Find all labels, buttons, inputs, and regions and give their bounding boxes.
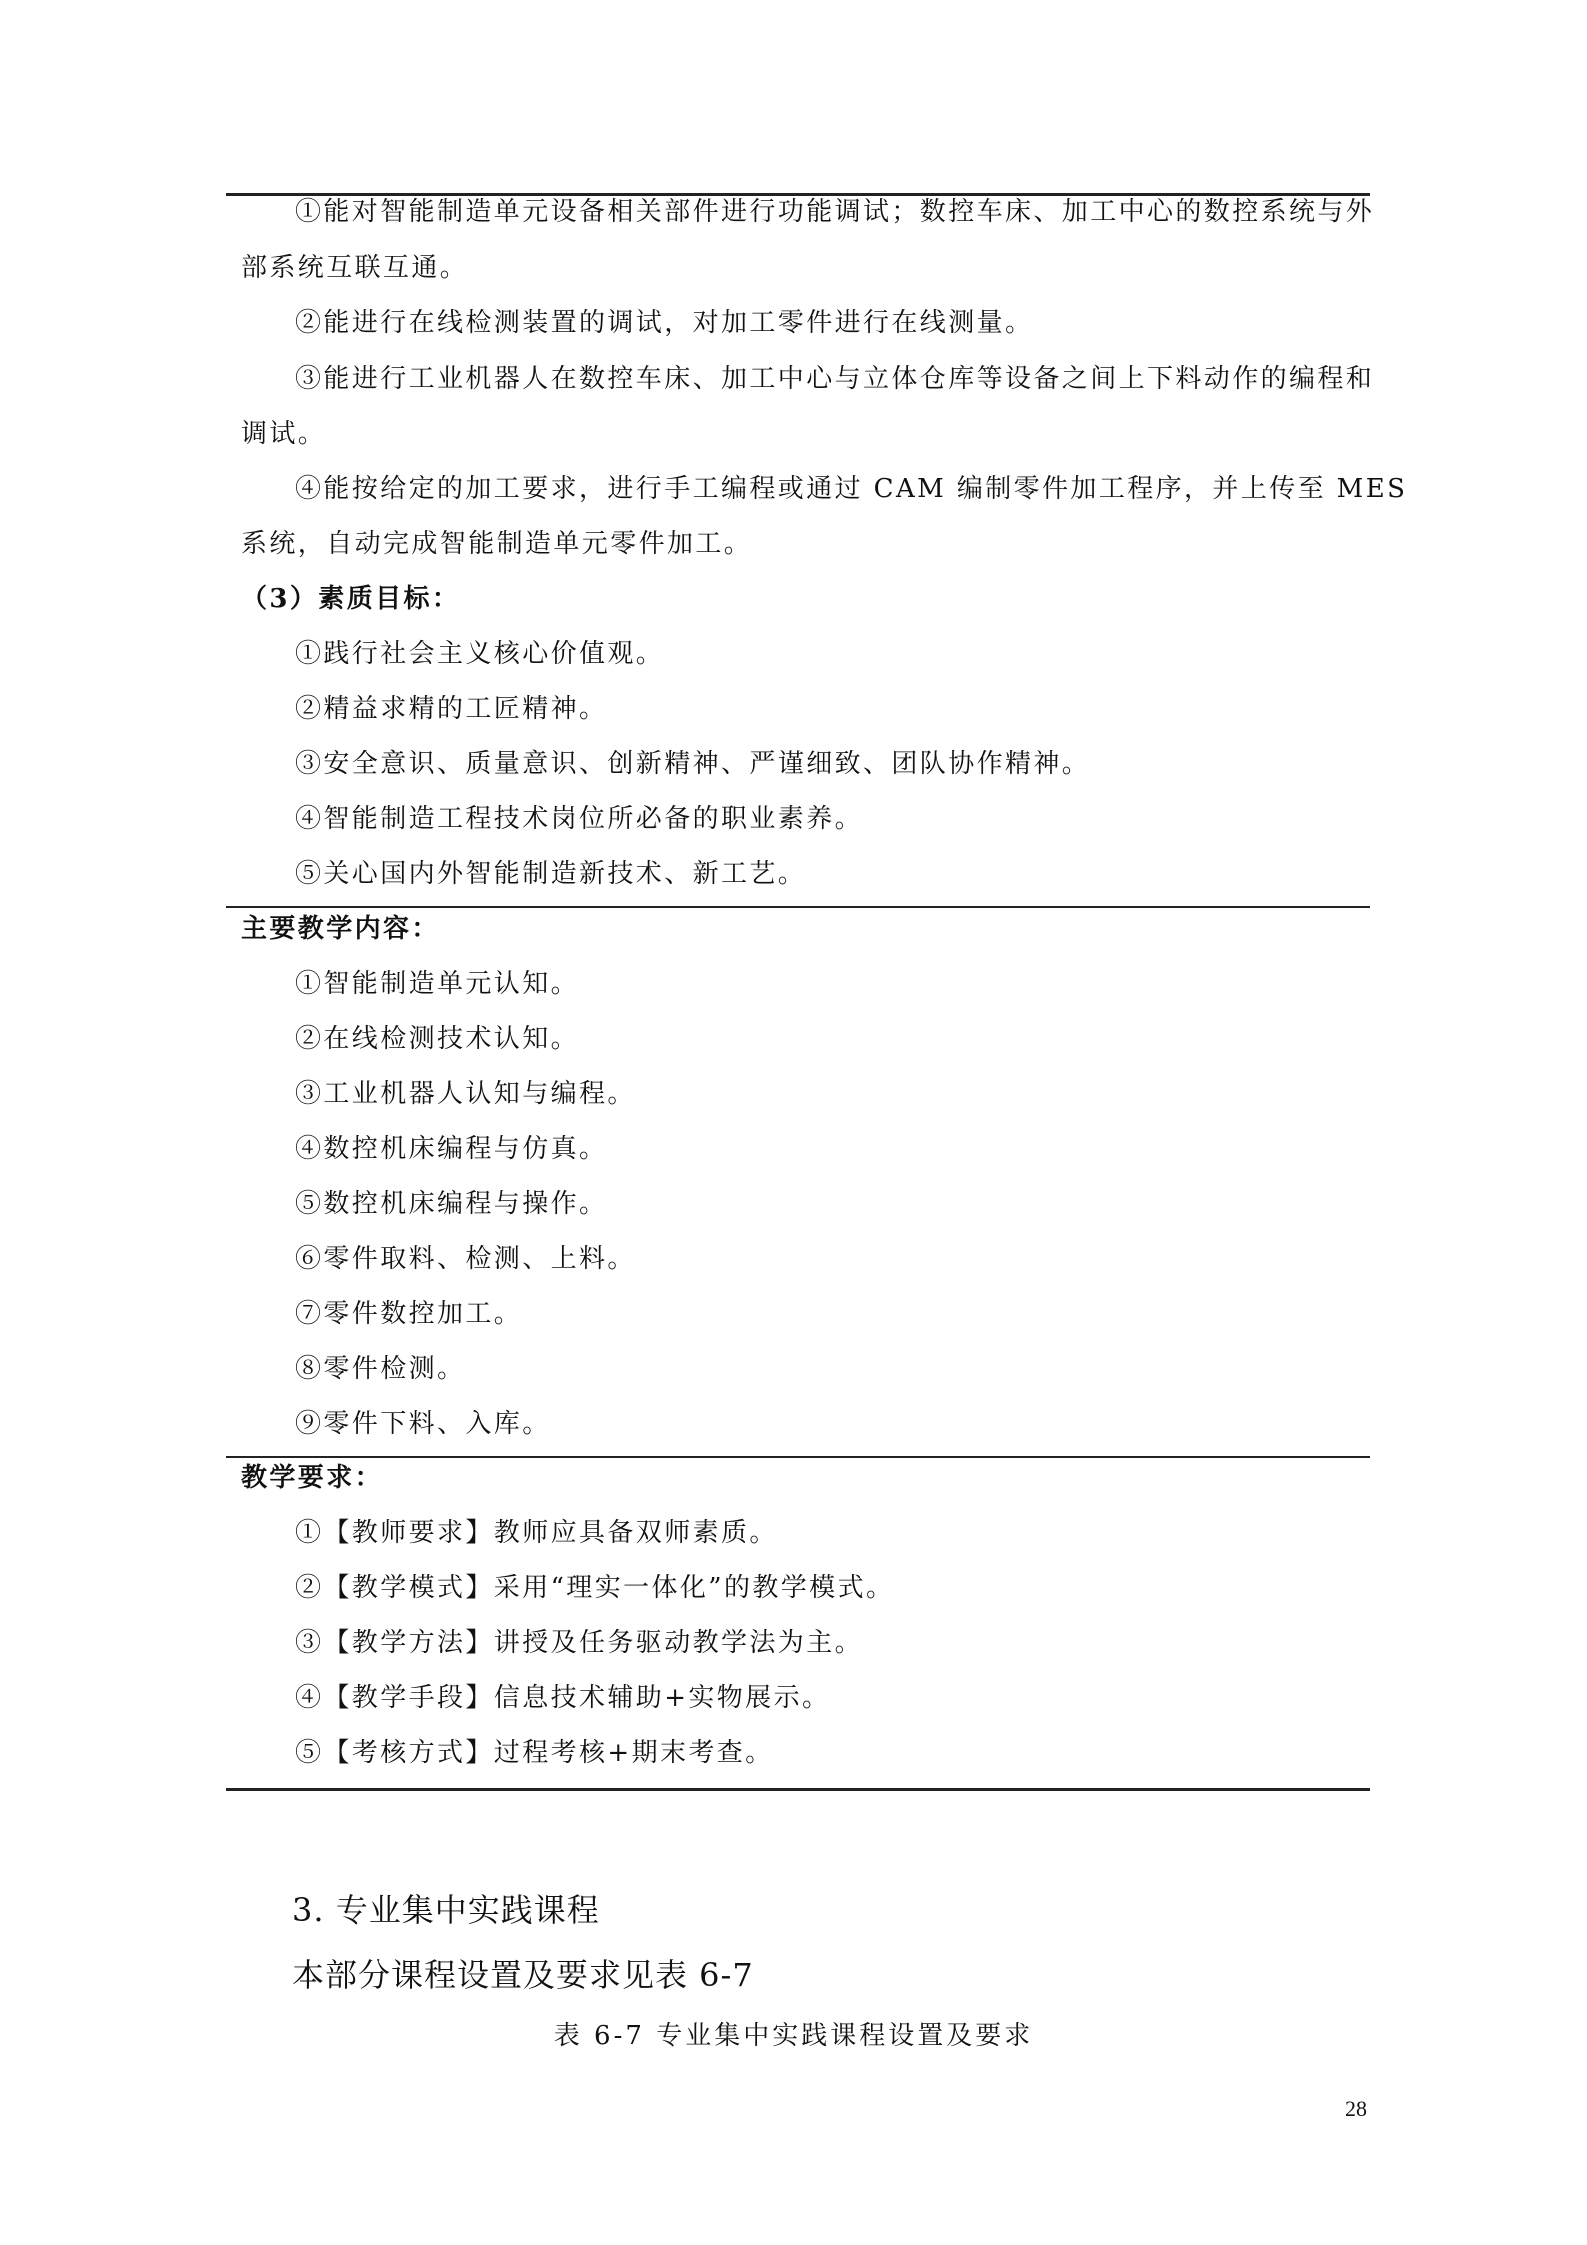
main-content-item: ③工业机器人认知与编程。 <box>295 1079 636 1109</box>
skill-objective-line: ③能进行工业机器人在数控车床、加工中心与立体仓库等设备之间上下料动作的编程和 <box>295 364 1375 394</box>
skill-objective-line: ②能进行在线检测装置的调试，对加工零件进行在线测量。 <box>295 308 1034 338</box>
requirement-item: ④【教学手段】信息技术辅助+实物展示。 <box>295 1683 831 1713</box>
requirement-item: ①【教师要求】教师应具备双师素质。 <box>295 1518 778 1548</box>
main-content-item: ⑧零件检测。 <box>295 1354 466 1384</box>
main-content-item: ①智能制造单元认知。 <box>295 969 580 999</box>
skill-objective-line: ①能对智能制造单元设备相关部件进行功能调试；数控车床、加工中心的数控系统与外 <box>295 197 1375 227</box>
requirement-item: ⑤【考核方式】过程考核+期末考查。 <box>295 1738 774 1768</box>
main-content-item: ②在线检测技术认知。 <box>295 1024 580 1054</box>
main-content-heading: 主要教学内容： <box>241 914 440 944</box>
page-number: 28 <box>1345 2096 1367 2121</box>
skill-objective-line: ④能按给定的加工要求，进行手工编程或通过 CAM 编制零件加工程序，并上传至 MES <box>295 474 1408 504</box>
requirement-item: ②【教学模式】采用“理实一体化”的教学模式。 <box>295 1573 895 1603</box>
main-content-item: ⑦零件数控加工。 <box>295 1299 523 1329</box>
section-title: 3. 专业集中实践课程 <box>292 1891 600 1929</box>
section-divider <box>226 906 1370 908</box>
quality-objectives-heading: （3）素质目标： <box>241 584 461 614</box>
main-content-item: ⑨零件下料、入库。 <box>295 1409 551 1439</box>
requirement-item: ③【教学方法】讲授及任务驱动教学法为主。 <box>295 1628 864 1658</box>
table-bottom-rule <box>226 1788 1370 1791</box>
skill-objective-line: 调试。 <box>241 419 327 449</box>
main-content-item: ⑤数控机床编程与操作。 <box>295 1189 608 1219</box>
quality-objective-item: ④智能制造工程技术岗位所必备的职业素养。 <box>295 804 864 834</box>
table-caption: 表 6-7 专业集中实践课程设置及要求 <box>553 2021 1034 2051</box>
section-divider <box>226 1456 1370 1458</box>
skill-objective-line: 部系统互联互通。 <box>241 253 469 283</box>
main-content-item: ⑥零件取料、检测、上料。 <box>295 1244 636 1274</box>
quality-objective-item: ①践行社会主义核心价值观。 <box>295 639 665 669</box>
section-intro: 本部分课程设置及要求见表 6-7 <box>292 1956 754 1994</box>
quality-objective-item: ②精益求精的工匠精神。 <box>295 694 608 724</box>
main-content-item: ④数控机床编程与仿真。 <box>295 1134 608 1164</box>
quality-objective-item: ③安全意识、质量意识、创新精神、严谨细致、团队协作精神。 <box>295 749 1091 779</box>
quality-objective-item: ⑤关心国内外智能制造新技术、新工艺。 <box>295 859 807 889</box>
requirements-heading: 教学要求： <box>241 1463 384 1493</box>
skill-objective-line: 系统，自动完成智能制造单元零件加工。 <box>241 529 753 559</box>
